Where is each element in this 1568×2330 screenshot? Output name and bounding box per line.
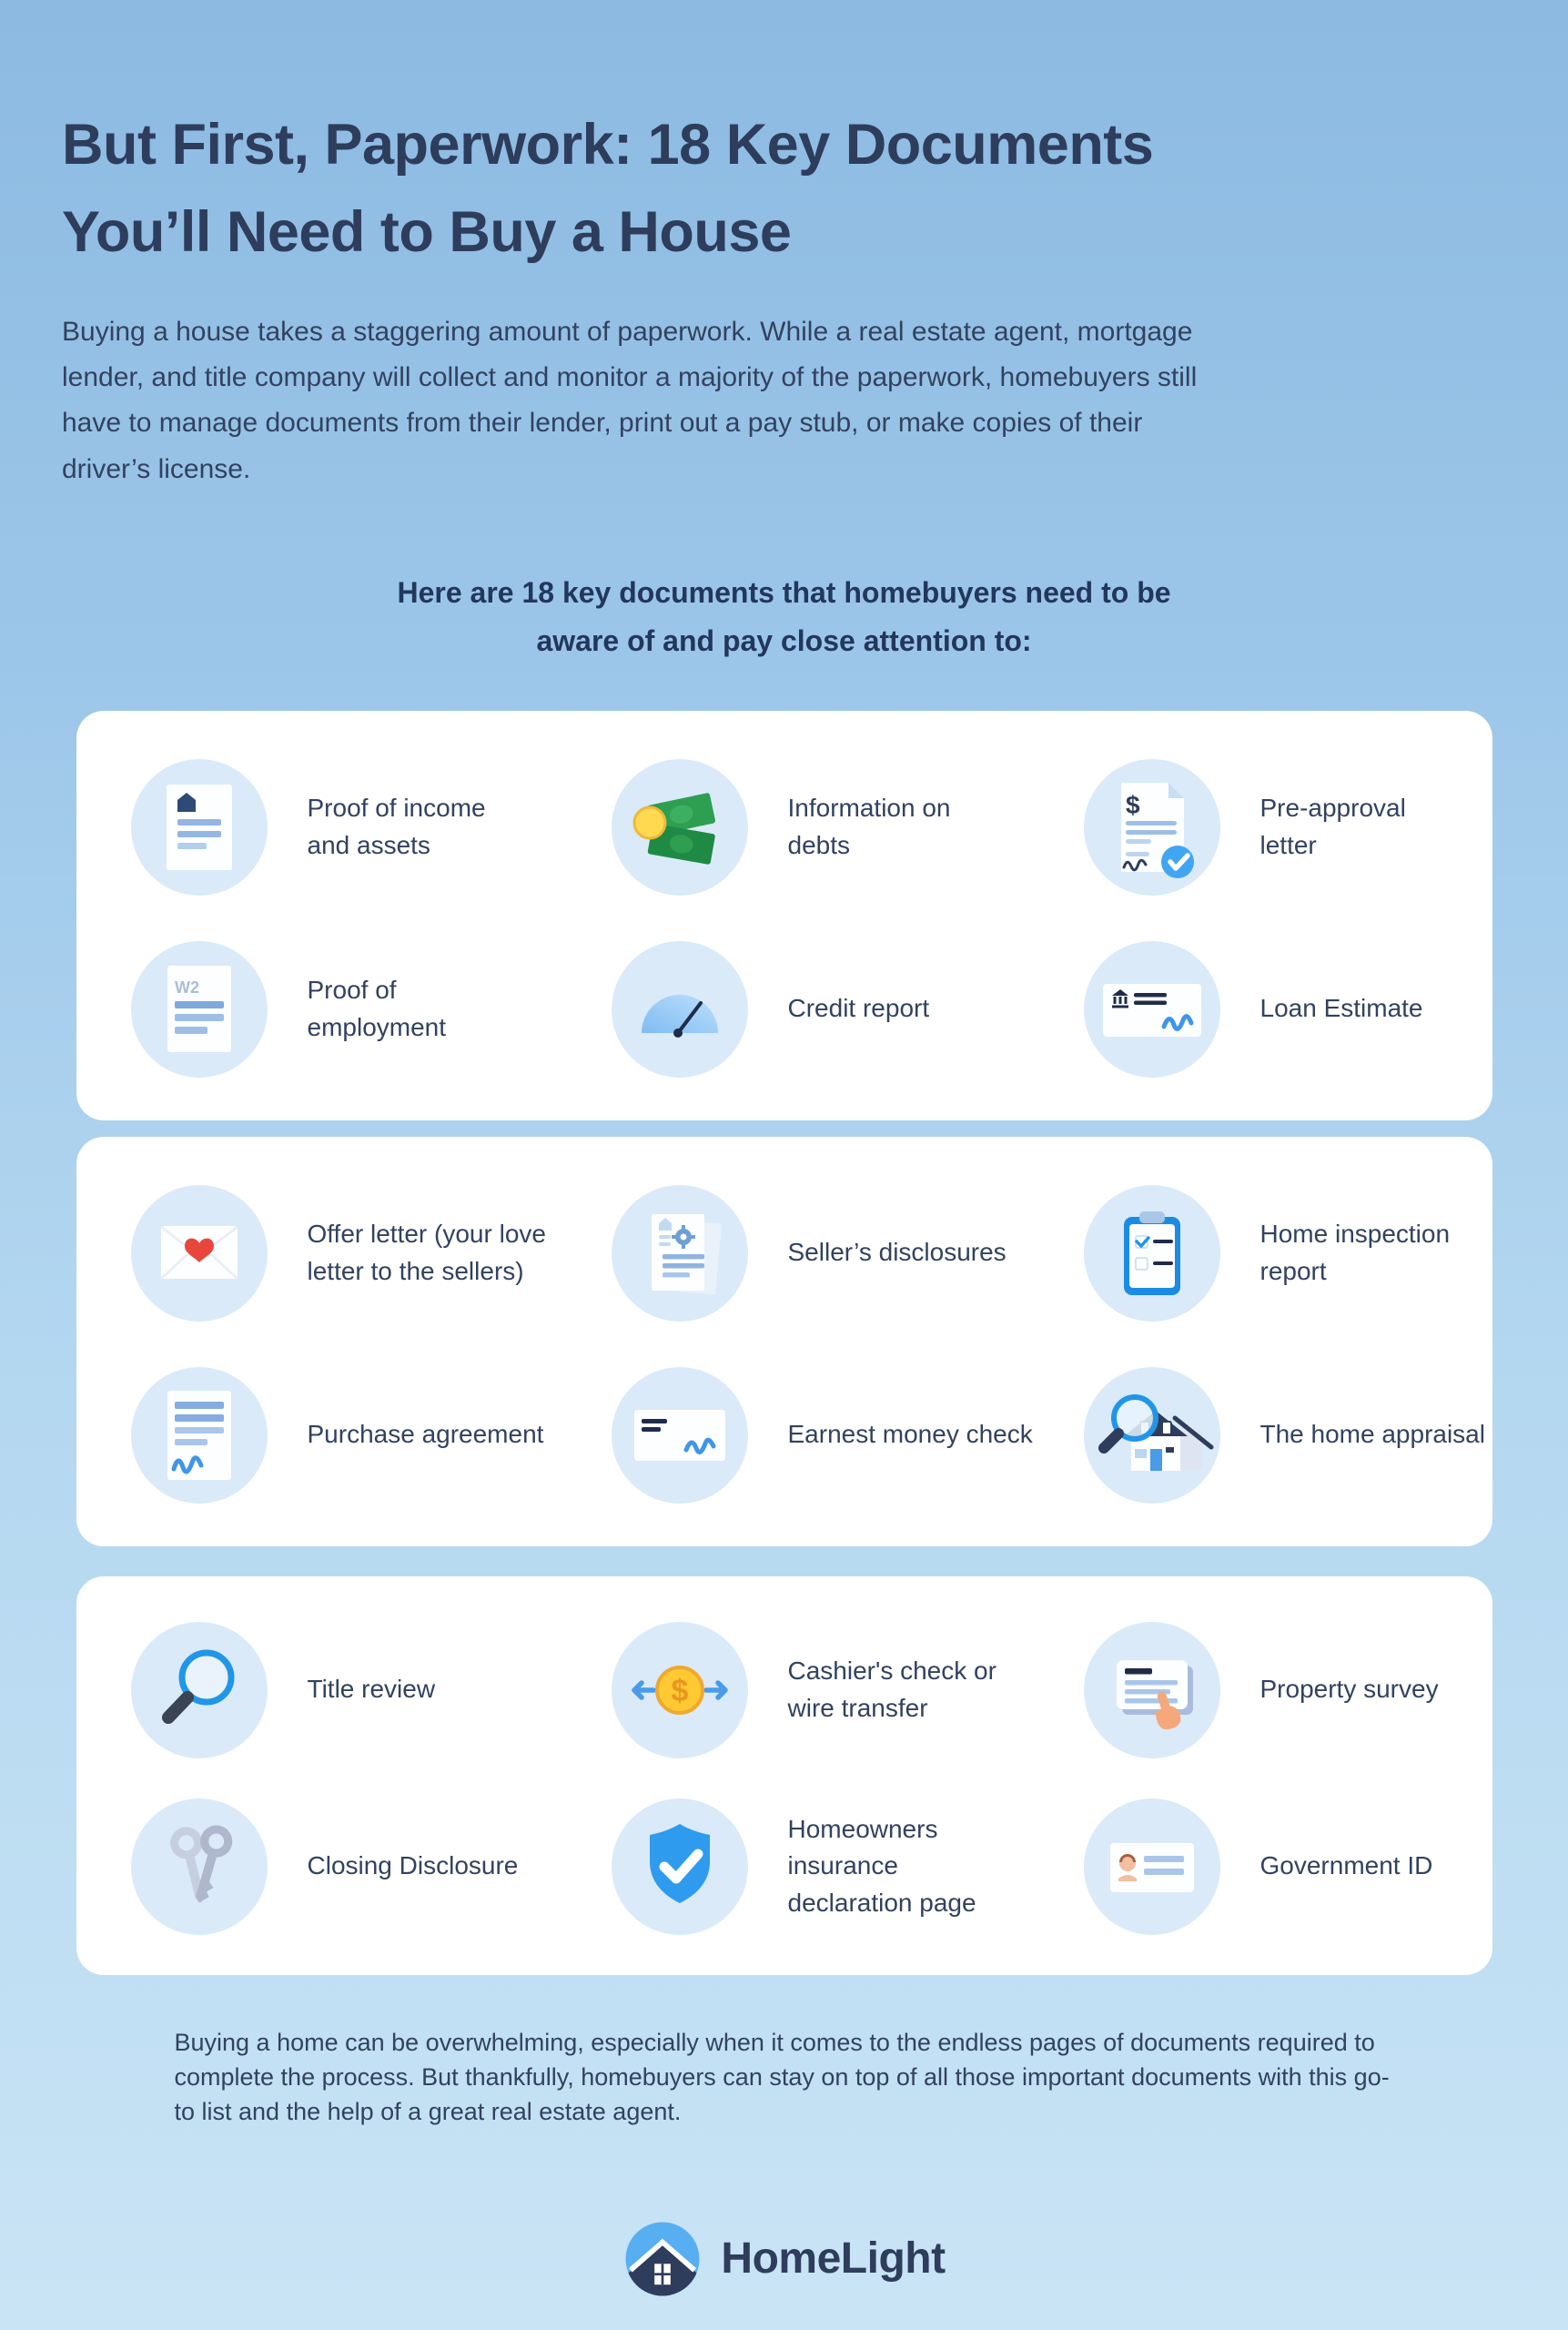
signed-check-icon (612, 1367, 748, 1504)
item-label: Earnest money check (787, 1420, 1033, 1449)
icon-circle (612, 1798, 748, 1935)
icon-circle (131, 759, 268, 896)
item-label: Offer letter (your love letter to the sellers) (307, 1220, 546, 1285)
item-label: Homeowners insurance declaration page (787, 1814, 976, 1917)
inspection-clipboard-icon (1084, 1185, 1220, 1322)
icon-circle (612, 1367, 748, 1504)
list-item (612, 1798, 1084, 1935)
item-label: Closing Disclosure (307, 1851, 519, 1880)
list-item (612, 759, 1084, 896)
item-label: Loan Estimate (1259, 994, 1423, 1023)
page-title (0, 0, 1568, 277)
w2-form-icon (131, 941, 268, 1078)
item-label: Seller’s disclosures (787, 1238, 1007, 1267)
list-item (612, 941, 1084, 1078)
income-document-icon (131, 759, 268, 896)
brand-name: HomeLight (721, 2234, 946, 2284)
list-item (1084, 941, 1492, 1078)
icon-circle (131, 1798, 268, 1935)
item-label: Purchase agreement (307, 1420, 544, 1449)
house-keys-icon (131, 1798, 268, 1935)
outro-paragraph: Buying a home can be overwhelming, especially when it comes to the endless pages of documents required to complete the process. But thankfully, homebuyers can stay on top of all those important documents with this go-to list and the help of a great real estate agent. (174, 2028, 1390, 2126)
survey-card-hand-icon (1084, 1622, 1220, 1758)
subtitle-heading: Here are 18 key documents that homebuyers need to be aware of and pay close attention to: (397, 576, 1171, 657)
money-bills-icon (612, 759, 748, 896)
list-item (612, 1622, 1084, 1758)
icon-circle (131, 1622, 268, 1758)
icon-circle (1084, 1367, 1220, 1504)
insurance-shield-icon (612, 1798, 748, 1935)
icon-circle (131, 1367, 268, 1504)
icon-circle (131, 1185, 268, 1322)
page-title-line2: You’ll Need to Buy a House (62, 199, 792, 264)
homelight-logo (0, 2219, 1568, 2299)
documents-card-3 (76, 1576, 1492, 1975)
icon-circle (1084, 759, 1220, 896)
signed-document-icon (131, 1367, 268, 1504)
icon-circle (612, 759, 748, 896)
item-label: Credit report (787, 994, 930, 1023)
documents-card-2 (76, 1137, 1492, 1546)
list-item (1084, 1622, 1492, 1758)
list-item (612, 1367, 1084, 1504)
icon-circle (1084, 1185, 1220, 1322)
item-label: Home inspection report (1259, 1220, 1451, 1285)
item-label: Property survey (1259, 1675, 1439, 1704)
credit-gauge-icon (612, 941, 748, 1078)
loan-check-icon (1084, 941, 1220, 1078)
document-cards (76, 711, 1492, 1975)
icon-circle (1084, 941, 1220, 1078)
svg-text:$: $ (671, 1673, 688, 1708)
icon-circle (1084, 1798, 1220, 1935)
icon-circle (612, 941, 748, 1078)
disclosure-documents-icon (612, 1185, 748, 1322)
item-label: Government ID (1259, 1851, 1433, 1880)
list-item (131, 941, 612, 1078)
icon-circle (612, 1622, 748, 1758)
list-item (131, 1185, 612, 1322)
id-card-icon (1084, 1798, 1220, 1935)
item-label: Information on debts (787, 794, 951, 859)
icon-circle (612, 1185, 748, 1322)
documents-card-1 (76, 711, 1492, 1120)
icon-circle (131, 941, 268, 1078)
intro-paragraph: Buying a house takes a staggering amount of paperwork. While a real estate agent, mortgage lender, and title company will collect and monitor a majority of the paperwork, homebuyers still have to manage documents from their lender, print out a pay stub, or make copies of their driver’s license. (62, 316, 1198, 484)
list-item (1084, 1185, 1492, 1322)
item-label: Proof of income and assets (307, 794, 486, 859)
list-item (612, 1185, 1084, 1322)
svg-text:W2: W2 (174, 978, 199, 997)
homelight-house-icon (622, 2219, 703, 2299)
page-title-line1: But First, Paperwork: 18 Key Documents (62, 113, 1154, 177)
love-letter-icon (131, 1185, 268, 1322)
coin-transfer-icon (612, 1622, 748, 1758)
list-item (131, 1798, 612, 1935)
house-magnifier-icon (1084, 1367, 1220, 1504)
list-item (131, 759, 612, 896)
item-label: Title review (307, 1675, 436, 1704)
list-item (1084, 759, 1492, 896)
item-label: Pre-approval letter (1259, 794, 1406, 859)
item-label: The home appraisal (1259, 1420, 1485, 1449)
item-label: Cashier's check or wire transfer (787, 1656, 996, 1722)
list-item (1084, 1367, 1492, 1504)
svg-text:$: $ (1125, 790, 1140, 819)
list-item (131, 1622, 612, 1758)
list-item (131, 1367, 612, 1504)
approved-letter-icon (1084, 759, 1220, 896)
list-item (1084, 1798, 1492, 1935)
item-label: Proof of employment (307, 976, 447, 1041)
icon-circle (1084, 1622, 1220, 1758)
magnifier-icon (131, 1622, 268, 1758)
